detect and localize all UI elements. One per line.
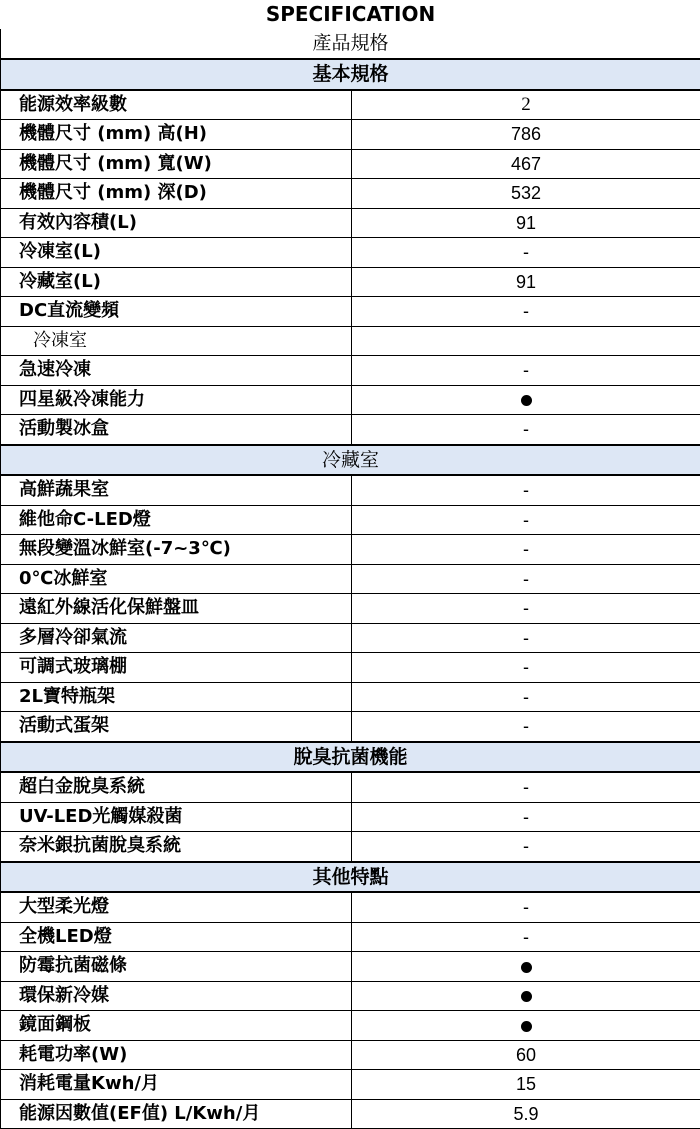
spec-row <box>1 1099 700 1129</box>
spec-label: 2L寶特瓶架 <box>1 682 352 712</box>
filled-dot-icon <box>521 1021 532 1032</box>
spec-label: 能源效率級數 <box>1 90 352 120</box>
spec-label: 超白金脫臭系統 <box>1 772 352 802</box>
section-header-row <box>1 445 700 476</box>
spec-row <box>1 892 700 922</box>
spec-label: 冷藏室(L) <box>1 267 352 297</box>
spec-value: - <box>352 505 700 535</box>
spec-value: - <box>352 922 700 952</box>
section-title: 其他特點 <box>1 862 700 893</box>
spec-label: 急速冷凍 <box>1 356 352 386</box>
spec-label: 0℃冰鮮室 <box>1 564 352 594</box>
spec-value: 532 <box>352 179 700 209</box>
spec-value: - <box>352 594 700 624</box>
spec-row <box>1 623 700 653</box>
spec-label: 耗電功率(W) <box>1 1040 352 1070</box>
spec-row <box>1 356 700 386</box>
spec-row <box>1 475 700 505</box>
spec-value: 60 <box>352 1040 700 1070</box>
spec-row <box>1 922 700 952</box>
spec-row <box>1 564 700 594</box>
spec-label: 無段變溫冰鮮室(-7~3℃) <box>1 535 352 565</box>
spec-row <box>1 682 700 712</box>
spec-row <box>1 238 700 268</box>
filled-dot-icon <box>521 962 532 973</box>
spec-value: - <box>352 475 700 505</box>
spec-value: - <box>352 653 700 683</box>
spec-value: - <box>352 772 700 802</box>
spec-label: DC直流變頻 <box>1 297 352 327</box>
spec-value-dot <box>352 952 700 982</box>
spec-row <box>1 981 700 1011</box>
spec-value: - <box>352 415 700 445</box>
spec-label: UV-LED光觸媒殺菌 <box>1 802 352 832</box>
spec-label: 能源因數值(EF值) L/Kwh/月 <box>1 1099 352 1129</box>
spec-row <box>1 832 700 862</box>
spec-value: 786 <box>352 120 700 150</box>
spec-value: 15 <box>352 1070 700 1100</box>
spec-label: 環保新冷媒 <box>1 981 352 1011</box>
spec-value: 91 <box>352 208 700 238</box>
spec-value: 91 <box>352 267 700 297</box>
spec-value: 467 <box>352 149 700 179</box>
spec-row <box>1 952 700 982</box>
spec-label: 多層冷卻氣流 <box>1 623 352 653</box>
spec-value-dot <box>352 1011 700 1041</box>
spec-label: 四星級冷凍能力 <box>1 385 352 415</box>
spec-row <box>1 712 700 742</box>
section-title: 基本規格 <box>1 59 700 90</box>
spec-row <box>1 267 700 297</box>
spec-label: 冷凍室(L) <box>1 238 352 268</box>
spec-row <box>1 385 700 415</box>
spec-value: - <box>352 238 700 268</box>
spec-label: 機體尺寸 (mm) 高(H) <box>1 120 352 150</box>
spec-label: 機體尺寸 (mm) 寬(W) <box>1 149 352 179</box>
spec-label: 鏡面鋼板 <box>1 1011 352 1041</box>
spec-value: - <box>352 832 700 862</box>
spec-row <box>1 1070 700 1100</box>
spec-label: 活動製冰盒 <box>1 415 352 445</box>
spec-value-dot <box>352 385 700 415</box>
section-header-row <box>1 862 700 893</box>
spec-value: - <box>352 892 700 922</box>
filled-dot-icon <box>521 991 532 1002</box>
spec-label: 可調式玻璃棚 <box>1 653 352 683</box>
section-title: 冷藏室 <box>1 445 700 476</box>
spec-row <box>1 297 700 327</box>
spec-row <box>1 326 700 356</box>
spec-label: 大型柔光燈 <box>1 892 352 922</box>
filled-dot-icon <box>521 395 532 406</box>
title-row <box>1 0 700 29</box>
spec-value: - <box>352 623 700 653</box>
spec-value: 5.9 <box>352 1099 700 1129</box>
spec-row <box>1 208 700 238</box>
spec-label: 奈米銀抗菌脫臭系統 <box>1 832 352 862</box>
spec-value: 2 <box>352 90 700 120</box>
spec-value: - <box>352 712 700 742</box>
subtitle-row <box>1 29 700 59</box>
spec-row <box>1 179 700 209</box>
section-header-row <box>1 742 700 773</box>
spec-value <box>352 326 700 356</box>
spec-row <box>1 1011 700 1041</box>
spec-value: - <box>352 802 700 832</box>
spec-row <box>1 149 700 179</box>
spec-subtitle: 產品規格 <box>1 29 700 59</box>
spec-value: - <box>352 564 700 594</box>
spec-row <box>1 505 700 535</box>
spec-row <box>1 1040 700 1070</box>
section-title: 脫臭抗菌機能 <box>1 742 700 773</box>
spec-label: 冷凍室 <box>1 326 352 356</box>
spec-row <box>1 120 700 150</box>
spec-row <box>1 415 700 445</box>
spec-value-dot <box>352 981 700 1011</box>
spec-label: 防霉抗菌磁條 <box>1 952 352 982</box>
spec-value: - <box>352 682 700 712</box>
spec-label: 全機LED燈 <box>1 922 352 952</box>
spec-label: 活動式蛋架 <box>1 712 352 742</box>
spec-row <box>1 594 700 624</box>
spec-row <box>1 90 700 120</box>
spec-label: 高鮮蔬果室 <box>1 475 352 505</box>
section-header-row <box>1 59 700 90</box>
spec-row <box>1 653 700 683</box>
spec-label: 有效內容積(L) <box>1 208 352 238</box>
spec-label: 消耗電量Kwh/月 <box>1 1070 352 1100</box>
spec-title: SPECIFICATION <box>1 0 700 29</box>
spec-row <box>1 535 700 565</box>
spec-value: - <box>352 356 700 386</box>
spec-value: - <box>352 297 700 327</box>
spec-label: 維他命C-LED燈 <box>1 505 352 535</box>
spec-value: - <box>352 535 700 565</box>
spec-label: 遠紅外線活化保鮮盤皿 <box>1 594 352 624</box>
spec-row <box>1 802 700 832</box>
spec-table-body <box>1 0 700 1129</box>
spec-label: 機體尺寸 (mm) 深(D) <box>1 179 352 209</box>
spec-row <box>1 772 700 802</box>
